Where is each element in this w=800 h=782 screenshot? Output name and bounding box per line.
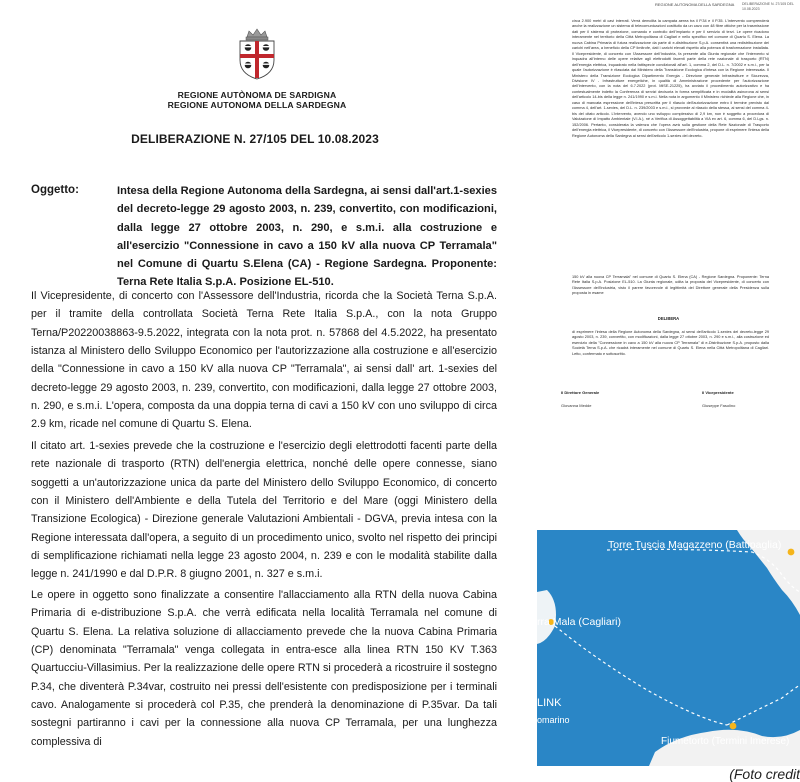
map-label-sottomarino: omarino [537,715,570,725]
signature-left-role: Il Direttore Generale [561,390,600,395]
right-page-text-3: di esprimere l'intesa della Regione Autonoma della Sardegna, ai sensi dell'articolo 1-sexies del decreto-legge 29 agosto 2003, n. 239, convertito, con modificazioni, dalla legge 27 ottobre 2003, n. 290 e s.m.i., alla costruzione ed esercizio della "Connessione in cavo a 150 kV alla nuova CP Terramala" di e-Distribuzione S.p.A. proposto dalla Società Terna S.p.A. che ricadrà interamente nel comune di Quartu S. Elena nella Città Metropolitana di Cagliari. Letto, confermato e sottoscritto. [572,330,769,356]
signature-right-role: Il Vicepresidente [702,390,734,395]
signature-right-name: Giuseppe Fasolino [702,403,736,408]
station-dot-battipaglia [788,549,795,556]
map-label-battipaglia: Torre Tuscia Magazzeno (Battipaglia) [608,539,782,551]
delibera-heading: DELIBERA [657,316,680,321]
map-label-link: LINK [537,697,562,709]
right-page-header-id: DELIBERAZIONE N. 27/105 DEL 10.08.2023 [742,2,794,11]
right-page-header: REGIONE AUTONOMA DELLA SARDEGNA [655,2,735,7]
body-paragraph-1: Il Vicepresidente, di concerto con l'Assessore dell'Industria, ricorda che la Società Terna S.p.A. per il tramite della controllata Società Terna Rete Italia S.p.A., con la nota Gruppo Terna/P20220038863-9.5.2022, integrata con la nota prot. n. 57868 del 4.5.2022, ha presentato istanza al Ministero dello Sviluppo Economico per l'autorizzazione alla costruzione e all'esercizio della "Connessione in cavo a 150 kV alla nuova CP "Terramala", ai sensi dall' art. 1-sexies del decreto-legge 29 agosto 2003, n. 239, convertito, con modificazioni, dalla legge 27 ottobre 2003, n. 290, e s.m.i. L'opera, composta da una doppia terna di cavi a 150 kV con uno sviluppo di circa 2.9 km, ricade nel comune di Quartu S. Elena. [31,290,497,431]
body-paragraph-3: Le opere in oggetto sono finalizzate a consentire l'allacciamento alla RTN della nuova Cabina Primaria di e-distribuzione S.p.A. che verrà edificata nella località Terramala nel comune di Quartu S. Elena. La relativa soluzione di allacciamento prevede che la nuova Cabina Primaria (CP) denominata "Terramala" venga collegata in entra-esce alla linea RTN 150 KV T.363 Quartucciu-Villasimius. Per la realizzazione delle opere RTN si procederà a ricostruire il sostegno P.34, che diventerà P.34var, costruito nei pressi dell'esistente con predisposizione per i terminali cavo. Analogamente si procederà col P.35, che prenderà la denominazione di P.35var. Da tali sostegni partiranno i cavi per la connessione alla nuova CP Terramala, per una lunghezza complessiva di [31,589,497,748]
region-name-sardinian: REGIONE AUTÒNOMA DE SARDIGNA [177,90,337,100]
map-label-termini: Fiumetorto (Termini Imerese) [661,736,790,747]
right-document-page [537,0,800,520]
map-photo [537,530,800,766]
region-name-italian: REGIONE AUTONOMA DELLA SARDEGNA [167,100,347,110]
body-paragraph-2: Il citato art. 1-sexies prevede che la costruzione e l'esercizio degli elettrodotti facenti parte della rete nazionale di trasporto (RTN) dell'energia elettrica, nonché delle opere connesse, siano soggetti a un'autorizzazione unica da parte del Ministero dello Sviluppo Economico, di concerto con il Ministero dell'Ambiente e della Tutela del Territorio e del Mare (oggi Ministero della Transizione Ecologica) - Direzione generale Valutazioni Ambientali - DGVA, previa intesa con la Regione interessata dall'opera, a seguito di un procedimento unico, svolto nel rispetto dei principi di semplificazione richiamati nella legge 23 agosto 2004, n. 239 e con le modalità stabilite dalla legge n. 241/1990 e dal D.P.R. 8 giugno 2001, n. 327 e s.m.i. [31,440,497,581]
signature-left-name: Giovanna Medde [561,403,592,408]
sardinia-coat-of-arms-icon [235,28,279,80]
subject-label: Oggetto: [31,184,79,196]
photo-credit: (Foto credit [729,766,800,782]
right-page-text-2: 150 kV alla nuova CP Terramala" nel comune di Quartu S. Elena (CA) - Regione Sardegna. Proponente: Terna Rete Italia S.p.A. Posizione EL-510. La Giunta regionale, udita la proposta del Vicepresidente, di concerto con l'Assessore dell'Industria, visto il parere favorevole di legittimità del Direttore generale della Presidenza sulla proposta in esame [572,275,769,296]
right-page-text-1: circa 2.900 metri di cavi interrati. Verrà demolita la campata aerea tra il P.34 e il P.35. L'intervento comprenderà anche la realizzazione un sistema di telecomunicazioni costituito da un cavo con 48 fibre ottiche per la trasmissione dati per il sistema di protezione, comando e controllo dell'impianto e per il servizio di terzi. Le opere ricadono interamente nel territorio della Città Metropolitana di Cagliari e nello specifico nel comune di Quartu S. Elena. La nuova Cabina Primaria di futura realizzazione da parte di e-distribuzione S.p.A. consentirà una redistribuzione dei carichi nell'area, a beneficio della CP limitrofe, dati i carichi elevati rispetto alla potenza di trasformazione installata. Il Vicepresidente, di concerto con l'Assessore dell'Industria, fa presente alla Giunta regionale che l'intervento si inquadra all'interno delle opere relative agli elettrodotti facenti parte della rete nazionale di trasporto (RTN) dell'energia elettrica, inquadrato nella fattispecie condizionali all'art. 1, comma 2, del D.L. n. 7/2002 e s.m.i., per la quale l'autorizzazione è rilasciata dal Ministero della Transizione Ecologica d'intesa con la Regione interessata. Il Ministero della Transizione Ecologica Dipartimento Energia - Direzione generale Infrastrutture e Sicurezza, Divisione IV - Infrastrutture energetiche, in qualità di Amministrazione procedente per l'autorizzazione dell'intervento, con la nota del 6.7.2022 (prot. MiSE-21225), ha avviato il procedimento autorizzativo e ha contestualmente indetto la Conferenza di servizi decisoria in forma semplificata e in modalità asincrona ai sensi dell'articolo 14-bis della legge n. 241/1990 e s.m.i. Nella nota in argomento il Ministero richiede alla Regione che, in caso di mancata espressione dell'intesa prescritta per il rilascio dell'autorizzazione entro il termine previsto dal comma 4, dell'art. 1-sexies, del D.L. n. 239/2003 e s.m.i., si provvede al rilascio della stessa, ai sensi del comma 4-bis del citato articolo. L'intervento, avendo uno sviluppo complessivo di 2,9 km, non è soggetto a procedura di Valutazione di Impatto Ambientale (V.I.A.), né a Verifica di Assoggettabilità a VIA ex art. 6, comma 6, del D.Lgs. n. 152/2006. Pertanto, considerata la valenza che l'opera avrà sulla gestione della Rete Nazionale di Trasporto dell'energia elettrica, il Vicepresidente, di concerto con l'Assessore dell'Industria, propone di esprimere l'intesa della Regione Autonoma della Sardegna ai sensi dell'articolo 1-sexies del decreto- [572,19,769,138]
map-drawing [537,530,800,766]
deliberation-title: DELIBERAZIONE N. 27/105 DEL 10.08.2023 [131,132,379,146]
station-dot-termini [730,723,737,730]
map-label-cagliari: rra Mala (Cagliari) [537,616,622,628]
subject-text: Intesa della Regione Autonoma della Sardegna, ai sensi dall'art.1-sexies del decreto-legge 29 agosto 2003, n. 239, convertito, con modificazioni, dalla legge 27 ottobre 2003, n. 290, e s.m.i. alla costruzione e all'esercizio "Connessione in cavo a 150 kV alla nuova CP Terramala" nel Comune di Quartu S.Elena (CA) - Regione Sardegna. Proponente: Terna Rete Italia S.p.A. Posizione EL-510. [117,185,497,289]
